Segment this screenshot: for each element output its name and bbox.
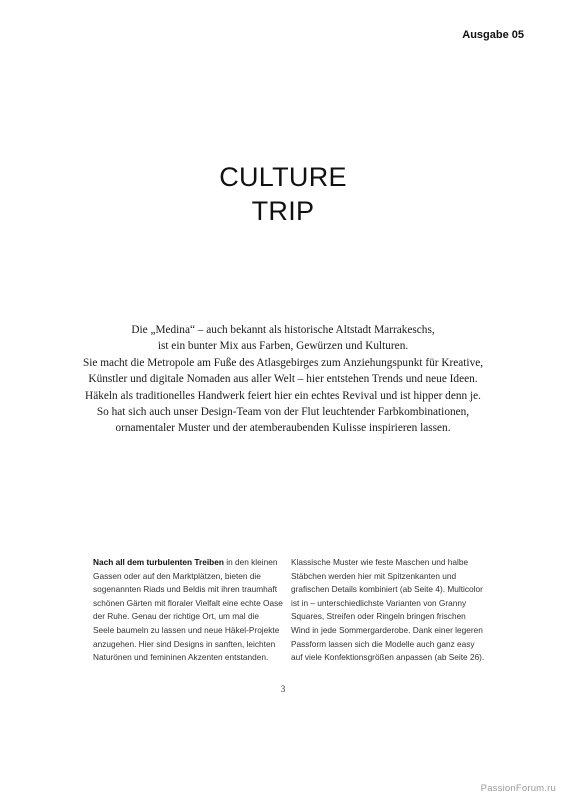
intro-line: ist ein bunter Mix aus Farben, Gewürzen und Kulturen. xyxy=(157,340,409,353)
body-line: Wind in jede Sommergarderobe. Dank einer legeren xyxy=(291,624,483,635)
body-line: Gassen oder auf den Marktplätzen, bieten die xyxy=(93,570,261,581)
body-line: schönen Gärten mit floraler Vielfalt eine echte Oase xyxy=(93,597,283,608)
body-line: der Ruhe. Genau der richtige Ort, um mal die xyxy=(93,611,260,622)
intro-line: So hat sich auch unser Design-Team von der Flut leuchtender Farbkombinationen, xyxy=(96,406,470,419)
intro-line: Sie macht die Metropole am Fuße des Atlasgebirges zum Anziehungspunkt für Kreative, xyxy=(82,356,484,369)
intro-line: Künstler und digitale Nomaden aus aller Welt – hier entstehen Trends und neue Ideen. xyxy=(88,373,478,386)
body-line: auf viele Konfektionsgrößen anpassen (ab Seite 26). xyxy=(291,652,485,663)
body-line: sogenannten Riads und Beldis mit ihren traumhaft xyxy=(93,584,278,595)
body-line: Squares, Streifen oder Ringeln bringen frischen xyxy=(291,611,466,622)
body-line: ist in – unterschiedlichste Varianten von Granny xyxy=(291,597,467,608)
intro-paragraph xyxy=(60,322,506,437)
body-column-right xyxy=(291,556,485,665)
body-line: Naturönen und femininen Akzenten entstanden. xyxy=(93,652,269,663)
intro-line: Die „Medina“ – auch bekannt als historische Altstadt Marrakeschs, xyxy=(131,324,435,336)
intro-line: Häkeln als traditionelles Handwerk feiert hier ein echtes Revival und ist hipper denn je. xyxy=(85,389,481,402)
lead-in-rest: in den kleinen xyxy=(223,557,278,567)
issue-label: Ausgabe 05 xyxy=(462,29,524,41)
page-title xyxy=(0,160,566,228)
body-line: Seele baumeln zu lassen und neue Häkel-Projekte xyxy=(93,624,280,635)
body-column-left xyxy=(93,556,287,665)
page-number: 3 xyxy=(280,684,286,694)
title-line-2: TRIP xyxy=(251,196,315,226)
body-line: Passform lassen sich die Modelle auch ganz easy xyxy=(291,638,475,649)
lead-in-text: Nach all dem turbulenten Treiben xyxy=(93,557,224,567)
watermark: PassionForum.ru xyxy=(480,783,556,794)
intro-line: ornamentaler Muster und der atemberaubenden Kulisse inspirieren lassen. xyxy=(115,422,451,435)
body-line: Stäbchen werden hier mit Spitzenkanten und xyxy=(291,570,457,581)
title-line-1: CULTURE xyxy=(219,162,347,192)
body-line: grafischen Details kombiniert (ab Seite 4). Multicolor xyxy=(291,584,483,595)
body-line: Klassische Muster wie feste Maschen und halbe xyxy=(291,557,469,567)
body-line: anzugehen. Hier sind Designs in sanften, leichten xyxy=(93,638,276,649)
body-line xyxy=(93,556,287,570)
